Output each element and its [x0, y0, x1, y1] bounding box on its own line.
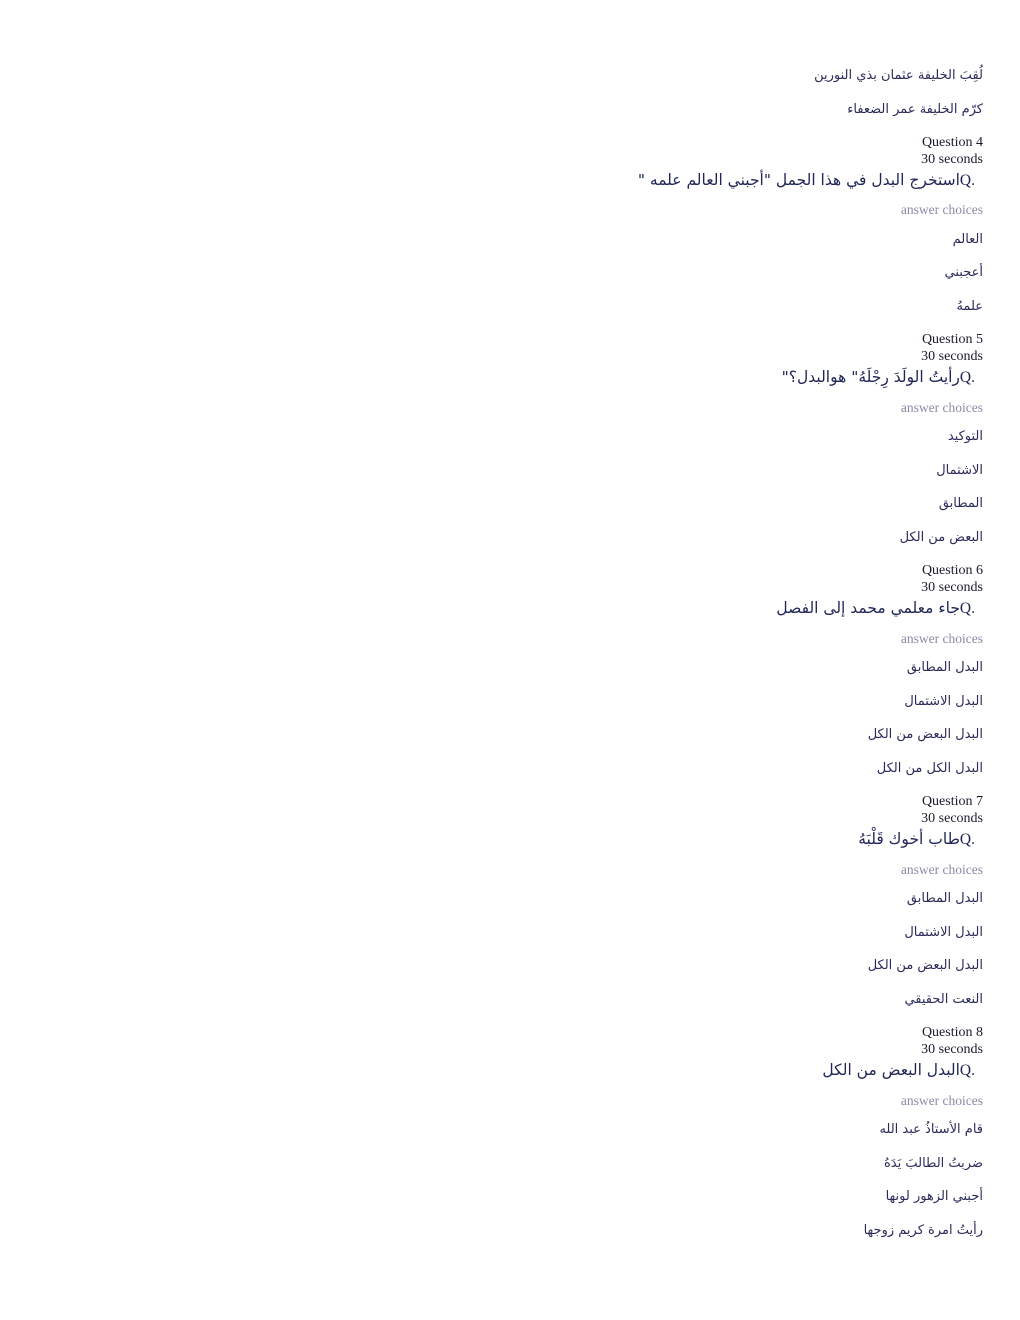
question-prefix: Q. [959, 1062, 975, 1079]
question-text [782, 368, 975, 387]
answer-choice: العالم [952, 232, 983, 247]
answer-choice: ضربتُ الطالبَ يَدَهُ [883, 1156, 983, 1171]
answer-choice: النعت الحقيقي [904, 992, 983, 1007]
prev-choice: لُقِبَ الخليفة عثمان بذي النورين [814, 68, 983, 83]
prev-choice: كرّم الخليفة عمر الضعفاء [847, 102, 983, 117]
answer-choice: رأيتُ امرة كريم زوجها [863, 1223, 983, 1238]
question-time: 30 seconds [921, 811, 983, 826]
answer-choice: قام الأستاذُ عبد الله [879, 1122, 983, 1137]
answer-choice: البعض من الكل [899, 530, 983, 545]
question-text [638, 171, 975, 190]
question-time: 30 seconds [921, 349, 983, 364]
answer-choices-label: answer choices [900, 862, 983, 877]
question-number: Question 5 [921, 332, 983, 347]
question-number: Question 6 [921, 563, 983, 578]
answer-choice: أجبني الزهور لونها [885, 1189, 983, 1204]
question-body: رأيتُ الولَدَ رِجْلَهُ" هوالبدل؟" [781, 368, 960, 386]
answer-choices-label: answer choices [900, 631, 983, 646]
question-prefix: Q. [959, 172, 975, 189]
question-time: 30 seconds [921, 152, 983, 167]
question-number: Question 8 [921, 1025, 983, 1040]
question-time: 30 seconds [921, 580, 983, 595]
answer-choice: التوكيد [947, 429, 983, 444]
answer-choices-label: answer choices [900, 400, 983, 415]
question-number: Question 7 [921, 794, 983, 809]
answer-choice: المطابق [938, 496, 983, 511]
answer-choice: الاشتمال [936, 463, 983, 478]
question-prefix: Q. [959, 369, 975, 386]
answer-choice: البدل البعض من الكل [867, 727, 983, 742]
question-text [776, 599, 975, 618]
question-body: استخرج البدل في هذا الجمل "أجبني العالم علمه " [637, 171, 960, 189]
question-number: Question 4 [921, 135, 983, 150]
question-prefix: Q. [959, 600, 975, 617]
answer-choice: البدل الكل من الكل [876, 761, 983, 776]
question-body: البدل البعض من الكل [822, 1061, 960, 1079]
answer-choice: أعجبني [944, 265, 983, 280]
answer-choice: البدل الاشتمال [904, 925, 983, 940]
question-body: طاب أخوك قَلْبَهُ [858, 830, 960, 848]
question-time: 30 seconds [921, 1042, 983, 1057]
answer-choice: علمهُ [956, 299, 983, 314]
answer-choice: البدل البعض من الكل [867, 958, 983, 973]
answer-choice: البدل المطابق [906, 891, 983, 906]
question-text [858, 830, 975, 849]
answer-choice: البدل الاشتمال [904, 694, 983, 709]
question-text [822, 1061, 975, 1080]
question-prefix: Q. [959, 831, 975, 848]
answer-choices-label: answer choices [900, 1093, 983, 1108]
answer-choices-label: answer choices [900, 202, 983, 217]
question-body: جاء معلمي محمد إلى الفصل [776, 599, 960, 617]
answer-choice: البدل المطابق [906, 660, 983, 675]
